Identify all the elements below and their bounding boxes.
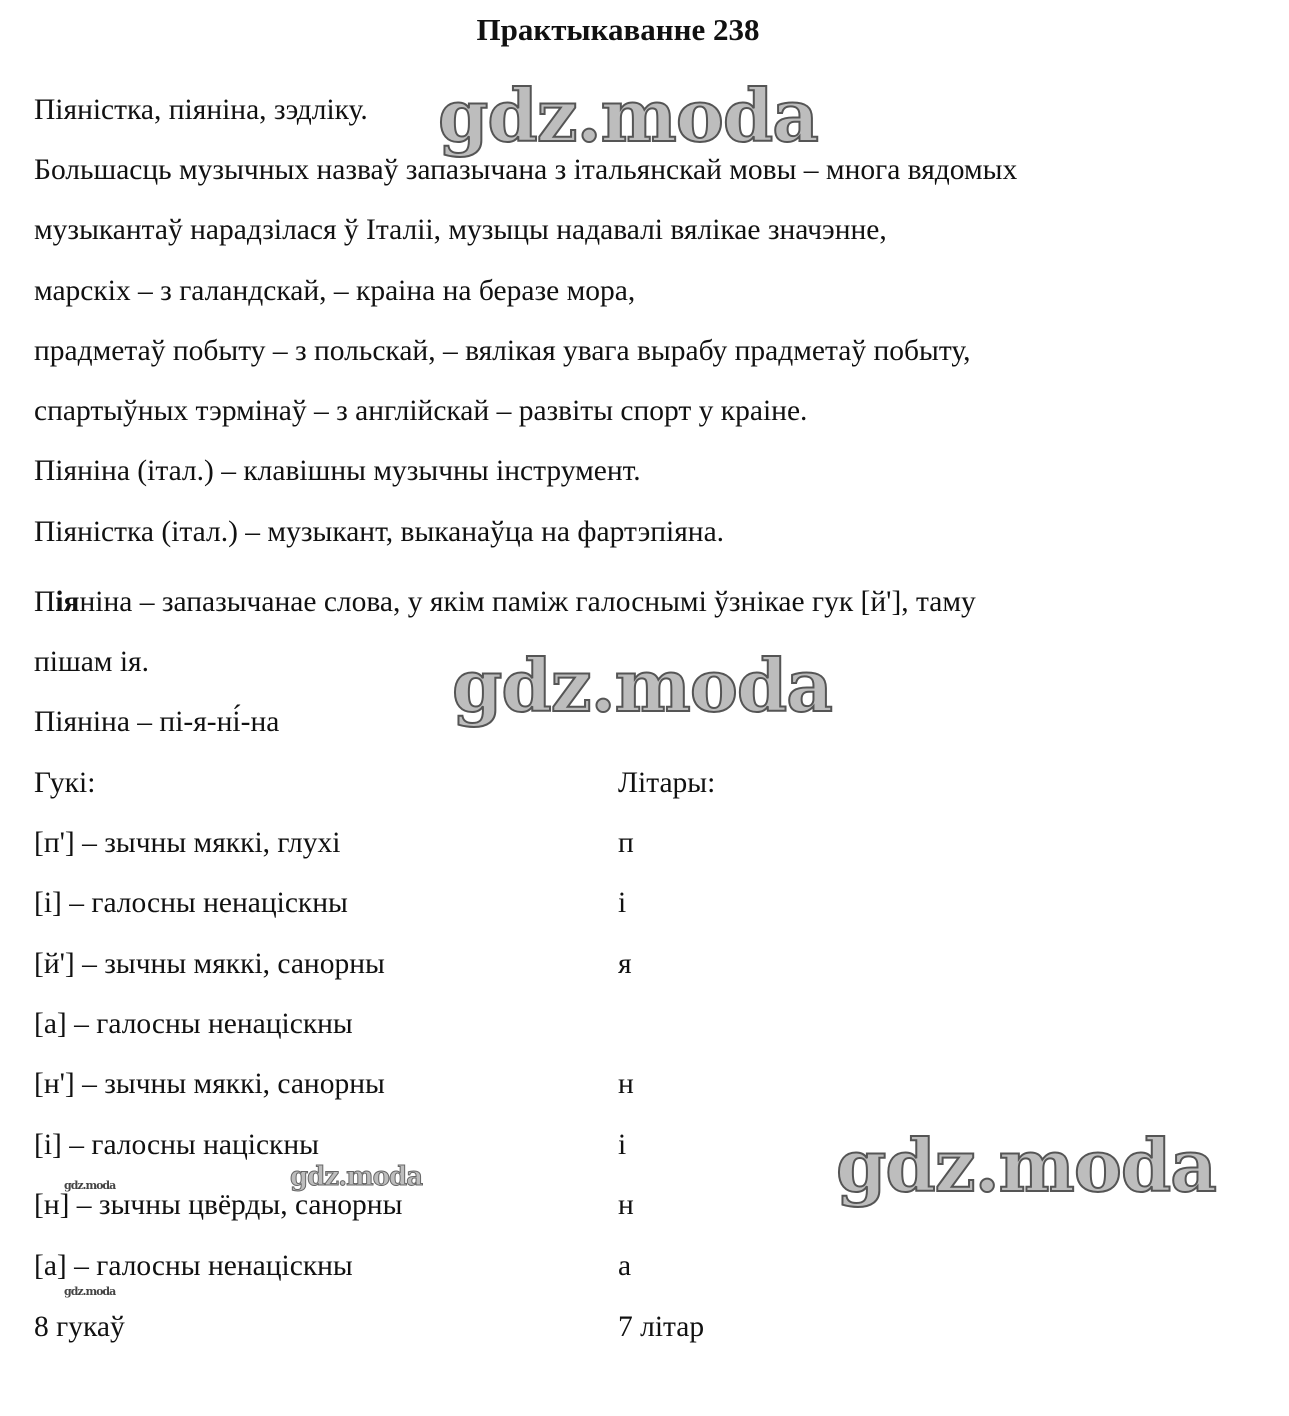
watermark-text: gdz.moda xyxy=(64,1179,116,1192)
sound-row: [і] – галосны націскны xyxy=(34,1129,319,1161)
letter-cell: н xyxy=(618,1189,634,1221)
sound-row: [н] – зычны цвёрды, санорны xyxy=(34,1189,403,1221)
explanation-start: П xyxy=(34,586,56,618)
syllables-line: Піяніна – пі-я-ні́-на xyxy=(34,706,280,738)
letter-cell: н xyxy=(618,1068,634,1100)
explanation-bold: ія xyxy=(55,586,80,618)
sound-row: [й'] – зычны мяккі, санорны xyxy=(34,948,385,980)
sounds-header: Гукі: xyxy=(34,767,96,799)
paragraph-line: Піяністка (італ.) – музыкант, выканаўца на фартэпіяна. xyxy=(34,516,725,548)
paragraph-line: спартыўных тэрмінаў – з англійскай – развіты спорт у краіне. xyxy=(34,395,808,427)
sound-row: [і] – галосны ненаціскны xyxy=(34,887,348,919)
sound-row: [н'] – зычны мяккі, санорны xyxy=(34,1068,385,1100)
sound-row: [а] – галосны ненаціскны xyxy=(34,1008,353,1040)
paragraph-line: марскіх – з галандскай, – краіна на беразе мора, xyxy=(34,275,636,307)
paragraph-line: Піяністка, піяніна, зэдліку. xyxy=(34,94,368,126)
letter-cell: п xyxy=(618,827,634,859)
letter-cell: я xyxy=(618,948,632,980)
watermark-logo: gdz.moda xyxy=(452,643,832,728)
paragraph-line: прадметаў побыту – з польскай, – вялікая увага вырабу прадметаў побыту, xyxy=(34,335,971,367)
explanation-line xyxy=(34,584,976,620)
watermark-text: gdz.moda xyxy=(64,1285,116,1298)
watermark-logo-small: gdz.moda xyxy=(290,1162,423,1192)
sound-row: [а] – галосны ненаціскны xyxy=(34,1250,353,1282)
explanation-line-2: пішам ія. xyxy=(34,646,149,678)
watermark-logo: gdz.moda xyxy=(438,73,818,158)
sound-row: [п'] – зычны мяккі, глухі xyxy=(34,827,341,859)
letter-cell: і xyxy=(618,887,627,919)
watermark-logo: gdz.moda xyxy=(836,1123,1216,1208)
letters-total: 7 літар xyxy=(618,1311,705,1343)
paragraph-line: Большасць музычных назваў запазычана з італьянскай мовы – многа вядомых xyxy=(34,154,1018,186)
sounds-total: 8 гукаў xyxy=(34,1311,125,1343)
letters-header: Літары: xyxy=(618,767,716,799)
letter-cell: а xyxy=(618,1250,632,1282)
paragraph-line: Піяніна (італ.) – клавішны музычны інструмент. xyxy=(34,455,641,487)
paragraph-line: музыкантаў нарадзілася ў Італіі, музыцы надавалі вялікае значэнне, xyxy=(34,214,887,246)
letter-cell: і xyxy=(618,1129,627,1161)
explanation-rest: ніна – запазычанае слова, у якім паміж галоснымі ўзнікае гук [й'], таму xyxy=(79,586,976,618)
page-title: Практыкаванне 238 xyxy=(476,12,760,47)
